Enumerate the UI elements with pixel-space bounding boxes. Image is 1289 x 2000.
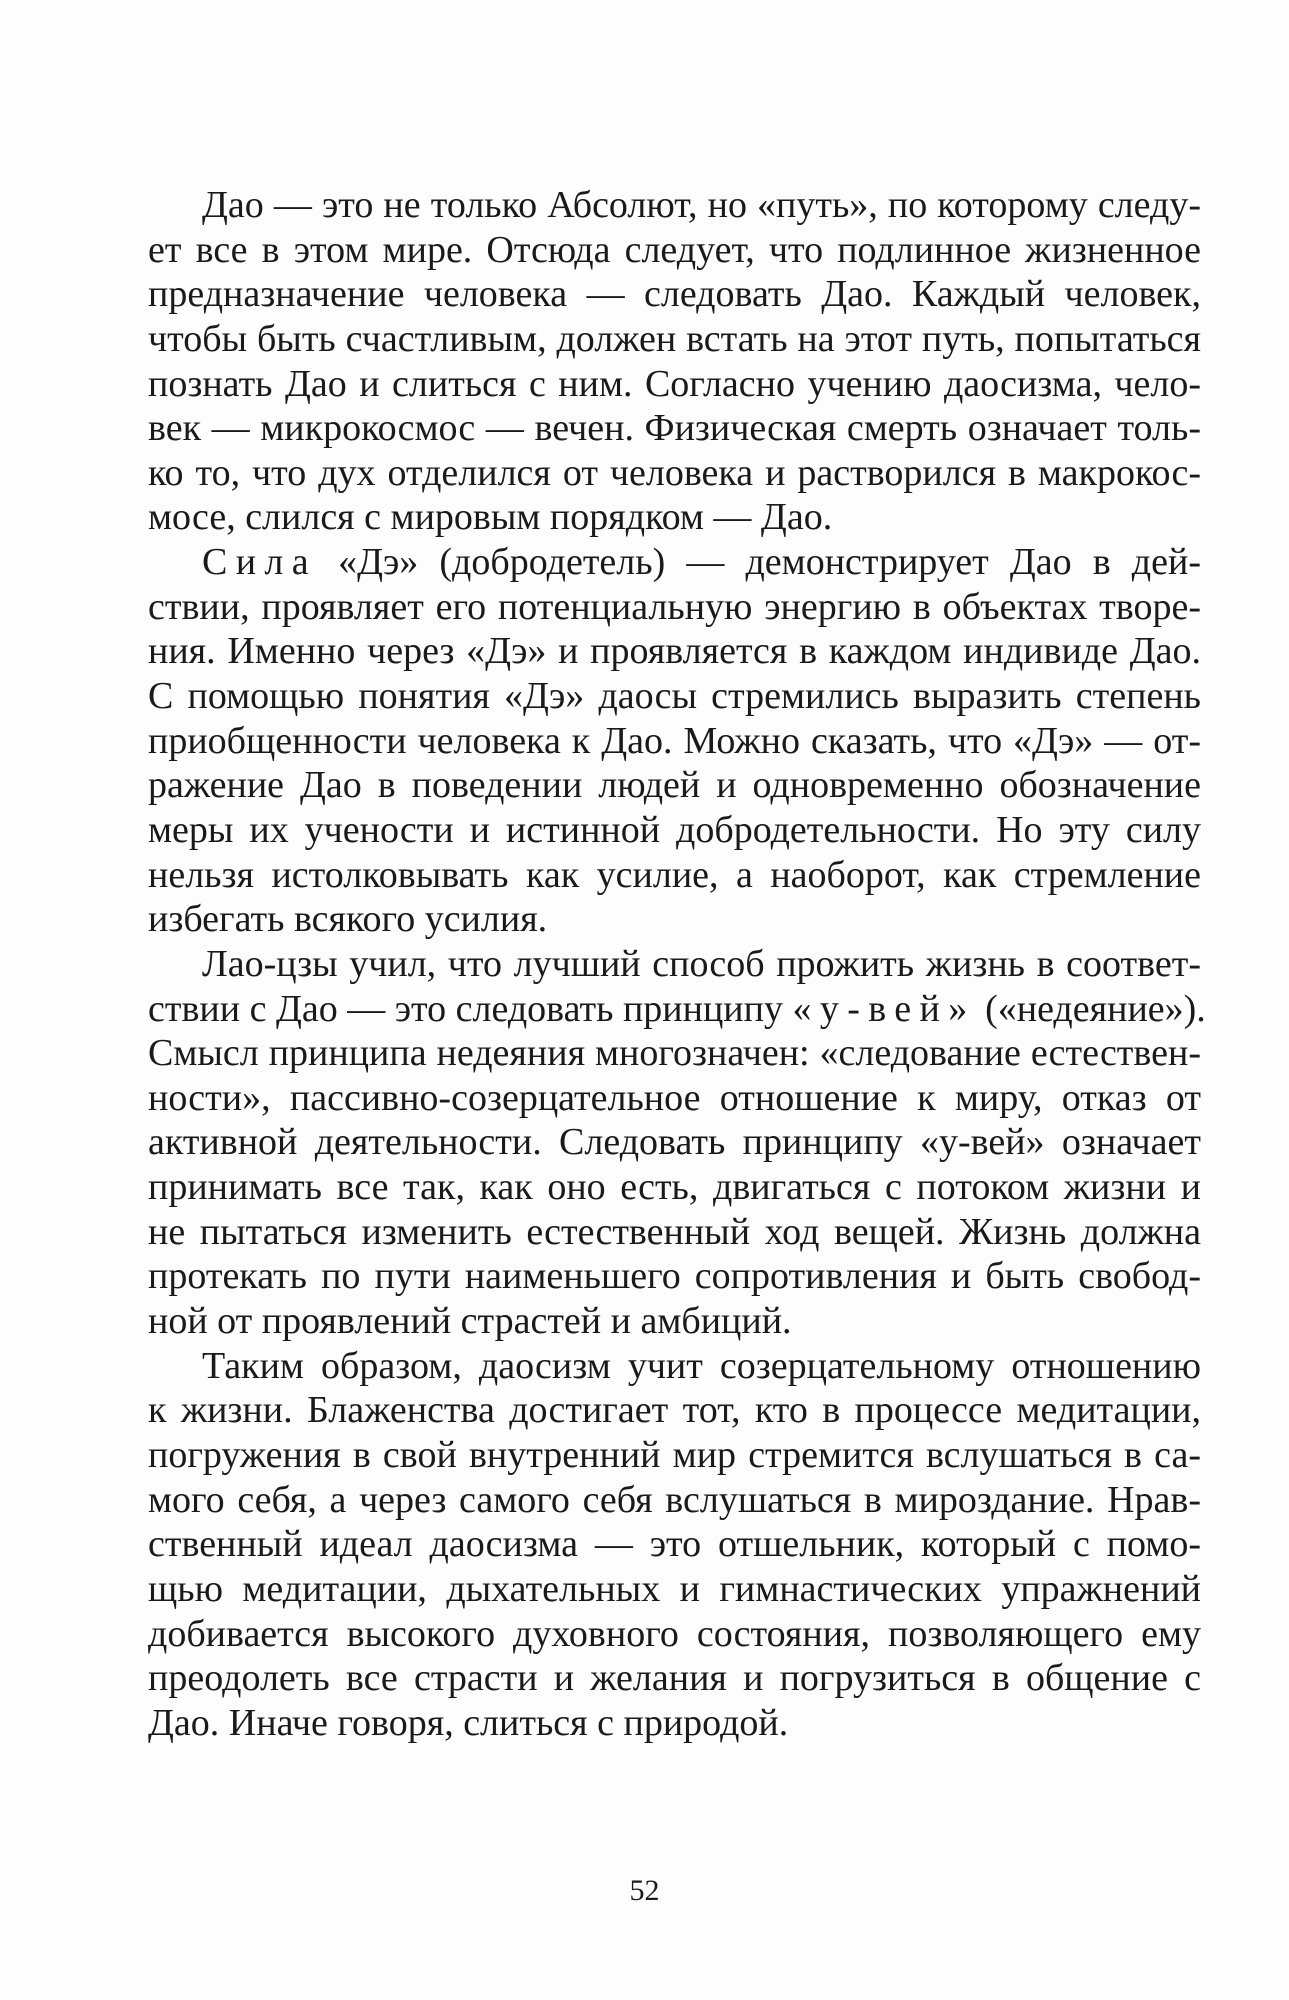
text-line: протекать по пути наименьшего сопротивления и быть свобод- <box>148 1255 1201 1298</box>
text-line: не пытаться изменить естественный ход вещей. Жизнь должна <box>148 1210 1201 1253</box>
text-line <box>148 540 1201 585</box>
text-line: ности», пассивно-созерцательное отношение к миру, отказ от <box>148 1076 1201 1119</box>
text-line: С помощью понятия «Дэ» даосы стремились выразить степень <box>148 675 1201 718</box>
spaced-term-u-vei: «у-вей» <box>792 987 976 1030</box>
text-line-start: ствии с Дао — это следовать принципу <box>148 987 783 1030</box>
page-number: 52 <box>629 1874 660 1907</box>
text-line: нельзя истолковывать как усилие, а наоборот, как стремление <box>148 853 1201 896</box>
text-line: век — микрокосмос — вечен. Физическая смерть означает толь- <box>148 407 1201 450</box>
text-line: ражение Дао в поведении людей и одновременно обозначение <box>148 764 1201 807</box>
text-line: Таким образом, даосизм учит созерцательному отношению <box>202 1344 1201 1387</box>
text-line: избегать всякого усилия. <box>148 898 548 941</box>
text-line: меры их учености и истинной добродетельности. Но эту силу <box>148 808 1201 851</box>
text-line: ной от проявлений страстей и амбиций. <box>148 1300 792 1343</box>
body-text <box>148 183 1206 1745</box>
text-line: принимать все так, как оно есть, двигаться с потоком жизни и <box>148 1166 1201 1209</box>
text-line: Смысл принципа недеяния многозначен: «следование естествен- <box>148 1032 1201 1075</box>
text-line: предназначение человека — следовать Дао. Каждый человек, <box>148 273 1201 316</box>
text-line: мосе, слился с мировым порядком — Дао. <box>148 496 833 539</box>
text-line: погружения в свой внутренний мир стремится вслушаться в са- <box>148 1433 1201 1476</box>
text-line: ствии, проявляет его потенциальную энергию в объектах творе- <box>148 585 1201 628</box>
text-line-end: («недеяние»). <box>985 987 1206 1030</box>
text-line-rest: «Дэ» (добродетель) — демонстрирует Дао в дей- <box>338 541 1202 584</box>
text-line: ственный идеал даосизма — это отшельник, который с помо- <box>148 1523 1201 1566</box>
text-line: чтобы быть счастливым, должен встать на этот путь, попытаться <box>148 317 1201 360</box>
text-line: ко то, что дух отделился от человека и растворился в макрокос- <box>148 451 1201 494</box>
text-line <box>148 987 1206 1032</box>
text-line: преодолеть все страсти и желания и погрузиться в общение с <box>148 1657 1201 1700</box>
text-line: Дао. Иначе говоря, слиться с природой. <box>148 1701 789 1744</box>
text-line: добивается высокого духовного состояния, позволяющего ему <box>148 1612 1201 1655</box>
text-line: Лао-цзы учил, что лучший способ прожить жизнь в соответ- <box>202 942 1201 985</box>
text-line: щью медитации, дыхательных и гимнастических упражнений <box>148 1567 1201 1610</box>
text-line: ет все в этом мире. Отсюда следует, что подлинное жизненное <box>148 228 1201 271</box>
text-line: активной деятельности. Следовать принципу «у-вей» означает <box>148 1121 1201 1164</box>
text-line: ния. Именно через «Дэ» и проявляется в каждом индивиде Дао. <box>148 630 1201 673</box>
spaced-term-sila: Сила <box>202 541 317 584</box>
text-line: познать Дао и слиться с ним. Согласно учению даосизма, чело- <box>148 362 1201 405</box>
text-line: к жизни. Блаженства достигает тот, кто в процессе медитации, <box>148 1389 1201 1432</box>
text-line: Дао — это не только Абсолют, но «путь», по которому следу- <box>202 184 1201 226</box>
text-line: приобщенности человека к Дао. Можно сказать, что «Дэ» — от- <box>148 719 1201 762</box>
text-line: мого себя, а через самого себя вслушаться в мироздание. Нрав- <box>148 1478 1201 1521</box>
